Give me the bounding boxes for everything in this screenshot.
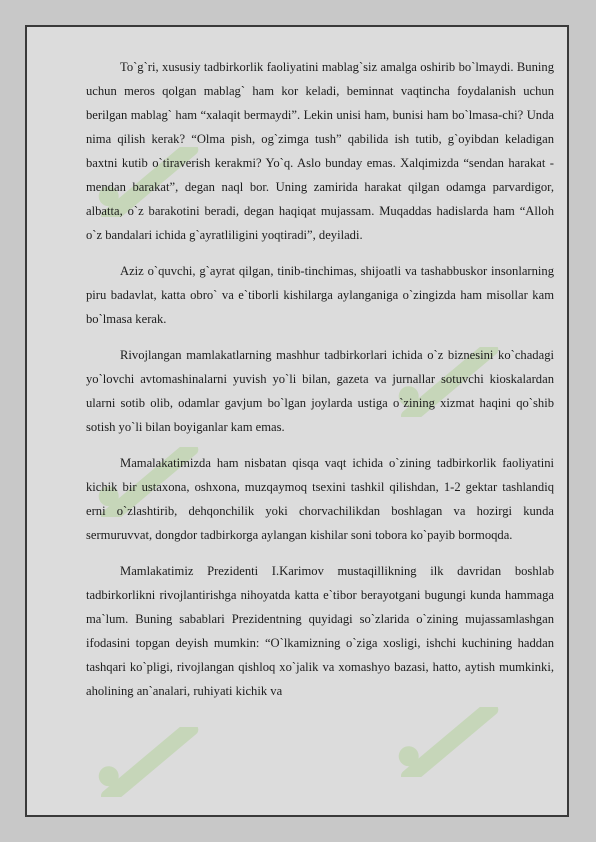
watermark-logo-icon xyxy=(379,707,519,777)
paragraph: Rivojlangan mamlakatlarning mashhur tadbirkorlari ichida o`z biznesini ko`chadagi yo`lovchi avtomashinalarni yuvish yo`li bilan, gazeta va jurnallar sotuvchi kioskalardan ularni sotib olib, odamlar gavjum bo`lgan joylarda ustiga o`zining xizmat haqini qo`shib sotish yo`li bilan boyiganlar kam emas. xyxy=(86,348,554,434)
paragraph: To`g`ri, xususiy tadbirkorlik faoliyatini mablag`siz amalga oshirib bo`lmaydi. Buning uchun meros qolgan mablag` ham kor keladi, beminnat vaqtincha foydalanish uchun berilgan mablag` ham “xalaqit bermaydi”. Lekin unisi ham, bunisi ham bo`lmasa-chi? Unda nima qilish kerak? “Olma pish, og`zimga tush” qabilida ish tutib, g`oyibdan keladigan baxtni kutib o`tiraverish kerakmi? Yo`q. Aslo bunday emas. Xalqimizda “sendan harakat - mendan barakat”, degan naql bor. Uning zamirida harakat qilgan odamga parvardigor, albatta, o`z barakotini beradi, degan haqiqat mujassam. Muqaddas hadislarda ham “Alloh o`z bandalari ichida g`ayratliligini yoqtiradi”, deyiladi. xyxy=(86,60,554,242)
document-body xyxy=(86,55,554,715)
paragraph: Mamlakatimiz Prezidenti I.Karimov mustaqillikning ilk davridan boshlab tadbirkorlikni rivojlantirishga nihoyatda katta e`tibor berayotgani bugungi kunda hammaga ma`lum. Buning sabablari Prezidentning quyidagi so`zlarida o`zining mujassamlashgan ifodasini topgan deyish mumkin: “O`lkamizning o`ziga xosligi, ishchi kuchining haddan tashqari ko`pligi, rivojlangan qishloq xo`jalik va xomashyo bazasi, hatto, aytish mumkinki, aholining an`analari, ruhiyati kichik va xyxy=(86,564,554,698)
watermark-logo-icon xyxy=(79,727,219,797)
paragraph: Mamalakatimizda ham nisbatan qisqa vaqt ichida o`zining tadbirkorlik faoliyatini kichik bir ustaxona, oshxona, muzqaymoq tsexini tashkil qilishdan, 1-2 gektar tashlandiq erni o`zlashtirib, dehqonchilik yoki chorvachilikdan boshlagan va hozirgi kunda sermuruvvat, dongdor tadbirkorga aylangan kishilar soni tobora ko`payib bormoqda. xyxy=(86,456,554,542)
document-page xyxy=(25,25,569,817)
paragraph: Aziz o`quvchi, g`ayrat qilgan, tinib-tinchimas, shijoatli va tashabbuskor insonlarning piru badavlat, katta obro` va e`tiborli kishilarga aylanganiga o`zingizda ham misollar kam bo`lmasa kerak. xyxy=(86,264,554,326)
